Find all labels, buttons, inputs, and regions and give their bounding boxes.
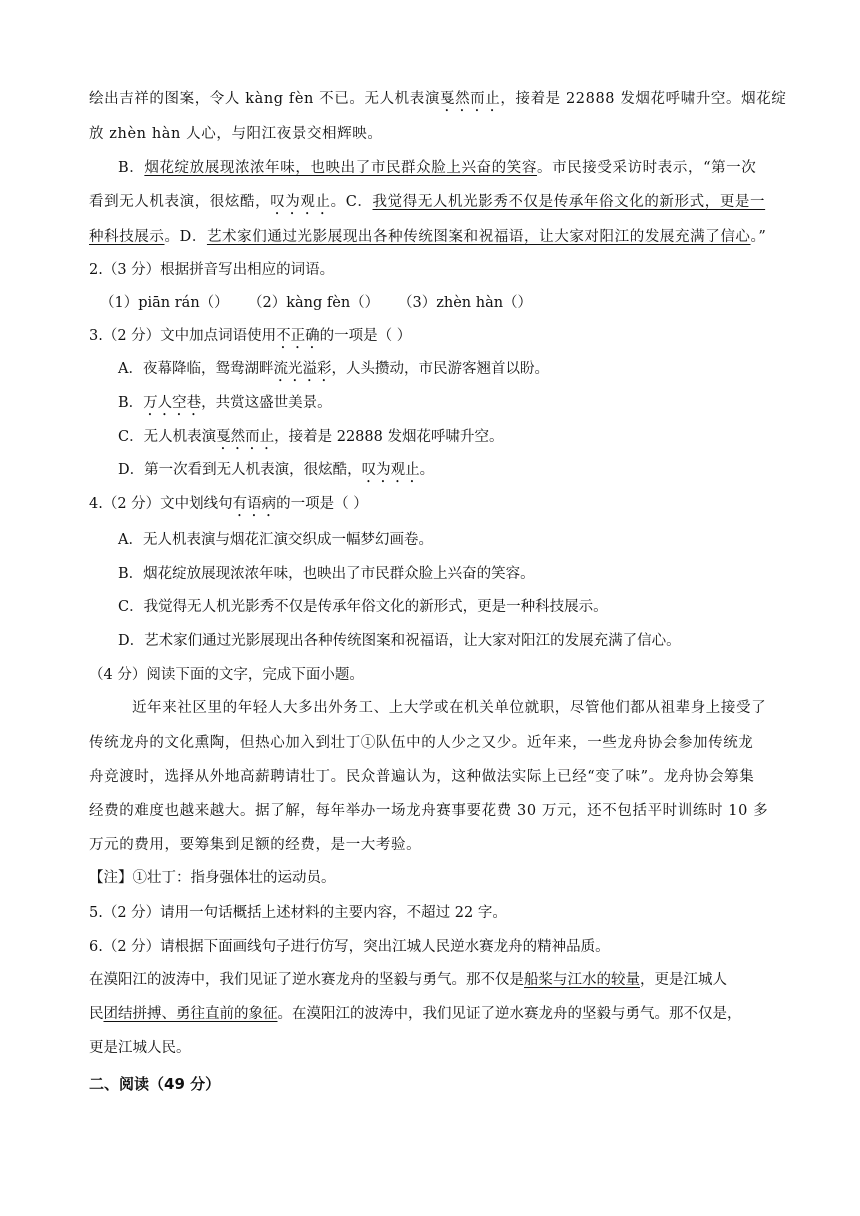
q2-option-3: （3）zhèn hàn（）	[398, 295, 533, 311]
section-heading: 二、阅读（49 分）	[89, 1075, 221, 1093]
reading-line-3: 舟竞渡时，选择从外地高薪聘请壮丁。民众普遍认为，这种做法实际上已经“变了味”。龙舟协会筹集	[89, 769, 755, 785]
question-3: 3.（2 分）文中加点词语使用不正确的一项是（ ）	[89, 328, 412, 344]
passage-line-2: 放 zhèn hàn 人心，与阳江夜景交相辉映。	[89, 126, 383, 142]
question-6: 6.（2 分）请根据下面画线句子进行仿写，突出江城人民逆水赛龙舟的精神品质。	[89, 939, 610, 955]
reading-line-4: 经费的难度也越来越大。据了解，每年举办一场龙舟赛事要花费 30 万元，还不包括平时训练时 10 多	[89, 803, 769, 819]
passage-line-5: 种科技展示。D．艺术家们通过光影展现出各种传统图案和祝福语，让大家对阳江的发展充满了信心。”	[89, 229, 767, 245]
reading-line-5: 万元的费用，要筹集到足额的经费，是一大考验。	[89, 837, 422, 853]
reading-line-1: 近年来社区里的年轻人大多出外务工、上大学或在机关单位就职，尽管他们都从祖辈身上接受了	[132, 700, 767, 716]
question-4: 4.（2 分）文中划线句有语病的一项是（ ）	[89, 496, 368, 512]
q3-option-a: A．夜幕降临，鸳鸯湖畔流光溢彩，人头攒动，市民游客翘首以盼。	[118, 361, 549, 377]
passage-line-3: B．烟花绽放展现浓浓年味，也映出了市民群众脸上兴奋的笑容。市民接受采访时表示，“第一次	[118, 160, 757, 176]
q4-option-b: B．烟花绽放展现浓浓年味，也映出了市民群众脸上兴奋的笑容。	[118, 566, 535, 582]
q6-line-3: 更是江城人民。	[89, 1040, 191, 1056]
q2-option-1: （1）piān rán（）	[100, 295, 229, 311]
question-2: 2.（3 分）根据拼音写出相应的词语。	[89, 262, 335, 278]
q4-option-d: D．艺术家们通过光影展现出各种传统图案和祝福语，让大家对阳江的发展充满了信心。	[118, 633, 681, 649]
question-5: 5.（2 分）请用一句话概括上述材料的主要内容，不超过 22 字。	[89, 905, 507, 921]
q6-line-2: 民团结拼搏、勇往直前的象征。在漠阳江的波涛中，我们见证了逆水赛龙舟的坚毅与勇气。那不仅是，	[89, 1006, 742, 1022]
q4-option-a: A．无人机表演与烟花汇演交织成一幅梦幻画卷。	[118, 532, 433, 548]
q4-option-c: C．我觉得无人机光影秀不仅是传承年俗文化的新形式，更是一种科技展示。	[118, 599, 608, 615]
q3-option-c: C．无人机表演戛然而止，接着是 22888 发烟花呼啸升空。	[118, 429, 504, 445]
q3-option-b: B．万人空巷，共赏这盛世美景。	[118, 395, 332, 411]
q6-line-1: 在漠阳江的波涛中，我们见证了逆水赛龙舟的坚毅与勇气。那不仅是船桨与江水的较量，更是江城人	[89, 972, 727, 988]
reading-line-2: 传统龙舟的文化熏陶，但热心加入到壮丁①队伍中的人少之又少。近年来，一些龙舟协会参加传统龙	[89, 735, 754, 751]
q3-option-d: D．第一次看到无人机表演，很炫酷，叹为观止。	[118, 462, 435, 478]
passage-line-1: 绘出吉祥的图案，令人 kàng fèn 不已。无人机表演戛然而止，接着是 22888 发烟花呼啸升空。烟花绽	[89, 91, 787, 107]
reading-note: 【注】①壮丁：指身强体壮的运动员。	[89, 870, 336, 886]
q2-option-2: （2）kàng fèn（）	[248, 295, 380, 311]
reading-intro: （4 分）阅读下面的文字，完成下面小题。	[89, 667, 364, 683]
passage-line-4: 看到无人机表演，很炫酷，叹为观止。C．我觉得无人机光影秀不仅是传承年俗文化的新形式，更是一	[89, 194, 766, 210]
